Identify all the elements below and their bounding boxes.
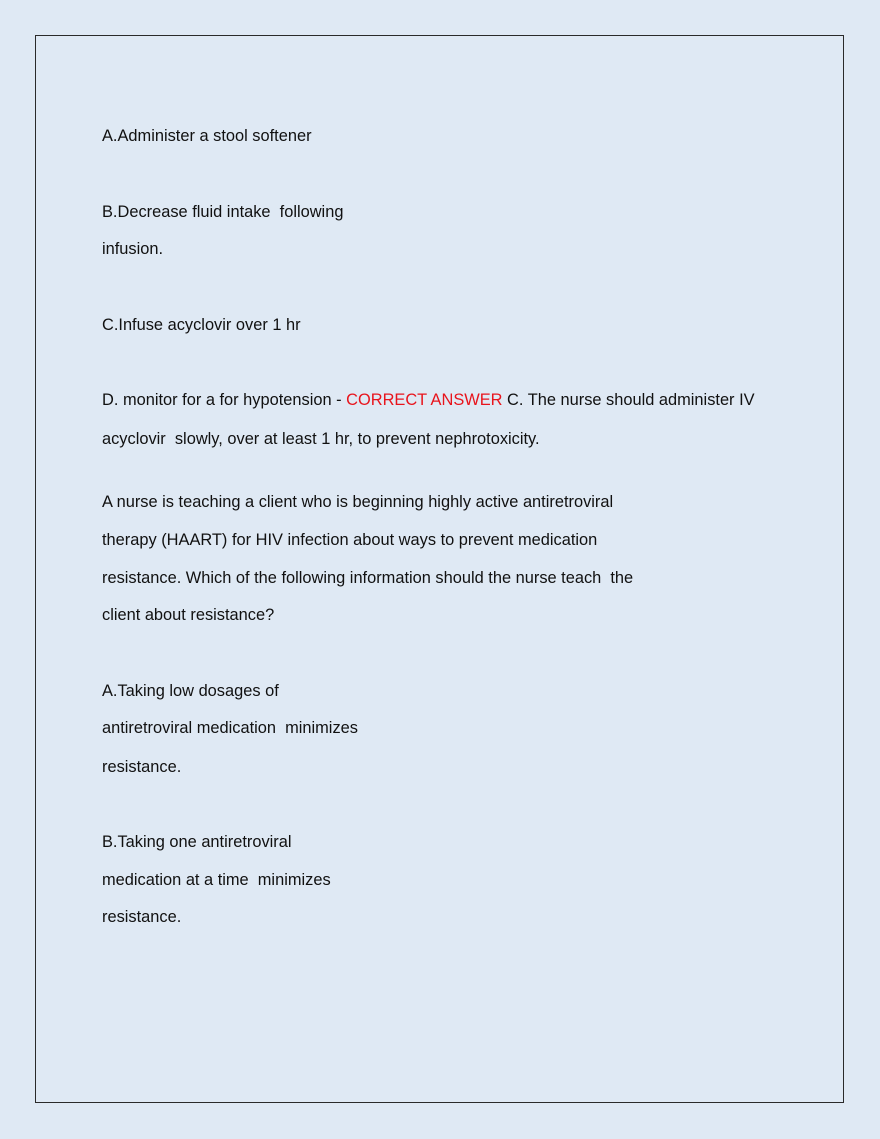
q2-option-b-line2: medication at a time minimizes [102, 871, 331, 889]
q2-option-b-line3: resistance. [102, 908, 182, 926]
q2-option-b-line1: B.Taking one antiretroviral [102, 833, 292, 851]
q2-stem-line1: A nurse is teaching a client who is beginning highly active antiretroviral [102, 493, 614, 511]
correct-answer-label: CORRECT ANSWER [346, 391, 503, 409]
q2-stem-line3: resistance. Which of the following information should the nurse teach the [102, 569, 634, 587]
q2-option-a-line2: antiretroviral medication minimizes [102, 719, 358, 737]
q2-option-a-line3: resistance. [102, 758, 182, 776]
q1-option-d-answer-line [102, 390, 755, 410]
q1-option-b-line2: infusion. [102, 240, 164, 258]
q2-stem-line2: therapy (HAART) for HIV infection about ways to prevent medication [102, 531, 598, 549]
q1-answer-explanation-line2: acyclovir slowly, over at least 1 hr, to prevent nephrotoxicity. [102, 430, 540, 448]
q1-option-b-line1: B.Decrease fluid intake following [102, 203, 344, 221]
q2-option-a-line1: A.Taking low dosages of [102, 682, 279, 700]
q1-answer-explanation: C. The nurse should administer IV [502, 391, 755, 409]
q1-option-a: A.Administer a stool softener [102, 127, 312, 145]
q1-option-d: D. monitor for a for hypotension - [102, 391, 347, 409]
q1-option-c: C.Infuse acyclovir over 1 hr [102, 316, 301, 334]
q2-stem-line4: client about resistance? [102, 606, 275, 624]
